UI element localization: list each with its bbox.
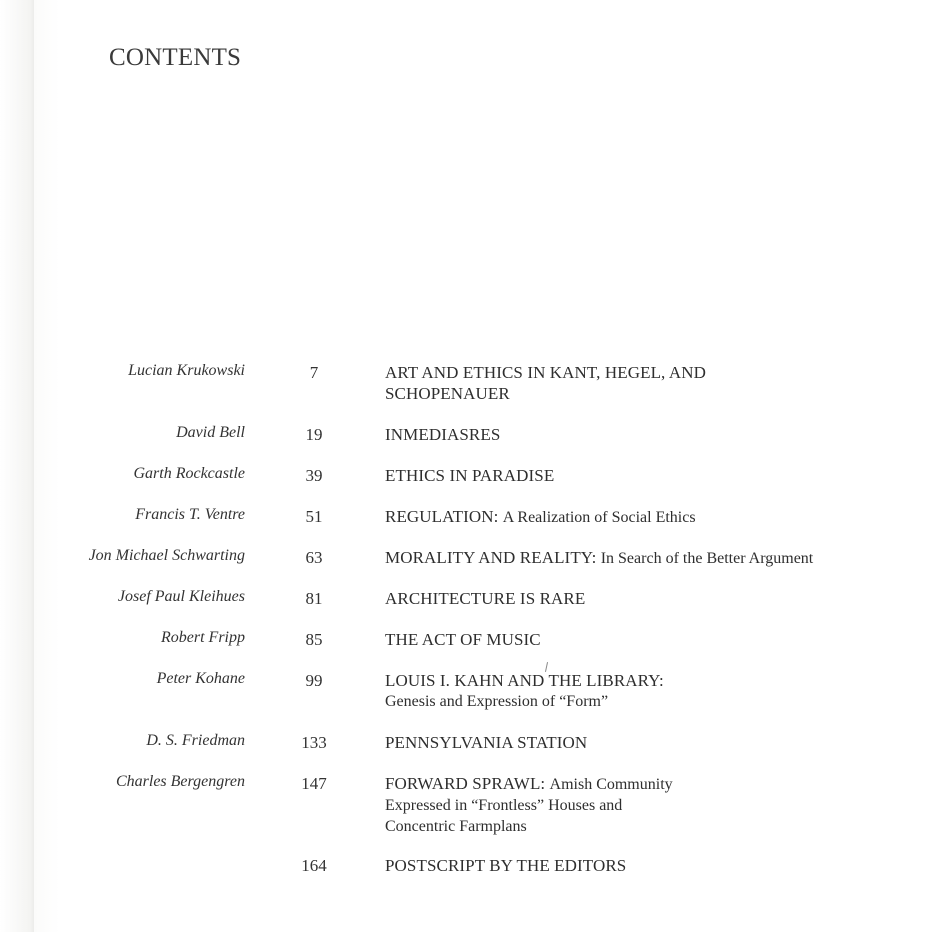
toc-title — [385, 773, 905, 837]
toc-title-line: SCHOPENAUER — [385, 384, 510, 403]
toc-author: Robert Fripp — [161, 629, 245, 646]
toc-page-number: 99 — [305, 671, 323, 690]
toc-title-line: REGULATION: — [385, 507, 499, 526]
toc-title — [385, 670, 905, 712]
toc-title — [385, 362, 905, 404]
toc-title-line: LOUIS I. KAHN AND THE LIBRARY: — [385, 671, 664, 690]
toc-page-number: 39 — [305, 466, 323, 485]
toc-author: D. S. Friedman — [146, 732, 245, 749]
toc-page-number: 133 — [301, 733, 327, 752]
toc-author: David Bell — [176, 424, 245, 441]
toc-author: Peter Kohane — [156, 670, 245, 687]
toc-title — [385, 506, 905, 528]
toc-author: Francis T. Ventre — [135, 506, 245, 523]
toc-subtitle: Expressed in “Frontless” Houses and — [385, 797, 623, 814]
toc-page-number: 19 — [305, 425, 323, 444]
toc-title-line: INMEDIASRES — [385, 425, 501, 444]
toc-title — [385, 629, 905, 650]
toc-title — [385, 732, 905, 753]
toc-page-number: 81 — [305, 589, 323, 608]
toc-author: Lucian Krukowski — [128, 362, 245, 379]
toc-subtitle: Amish Community — [549, 776, 673, 793]
toc-title — [385, 588, 905, 609]
toc-title-line: ARCHITECTURE IS RARE — [385, 589, 586, 608]
toc-title-line: THE ACT OF MUSIC — [385, 630, 541, 649]
toc-author: Jon Michael Schwarting — [88, 547, 245, 564]
toc-author: Charles Bergengren — [115, 773, 245, 790]
toc-subtitle: Concentric Farmplans — [385, 818, 527, 835]
toc-title-line: MORALITY AND REALITY: — [385, 548, 597, 567]
toc-title — [385, 424, 905, 445]
toc-title-line: POSTSCRIPT BY THE EDITORS — [385, 856, 627, 875]
toc-title-line: ETHICS IN PARADISE — [385, 466, 555, 485]
toc-title — [385, 465, 905, 486]
toc-title-line: ART AND ETHICS IN KANT, HEGEL, AND — [385, 363, 706, 382]
toc-page-number: 164 — [301, 856, 327, 875]
toc-title — [385, 547, 905, 569]
toc-page-number: 63 — [305, 548, 323, 567]
toc-subtitle: Genesis and Expression of “Form” — [385, 693, 609, 710]
toc-author: Garth Rockcastle — [133, 465, 245, 482]
toc-subtitle: A Realization of Social Ethics — [502, 509, 696, 526]
toc-author: Josef Paul Kleihues — [117, 588, 245, 605]
toc-title-line: FORWARD SPRAWL: — [385, 774, 546, 793]
toc-subtitle: In Search of the Better Argument — [600, 550, 814, 567]
toc-title-line: PENNSYLVANIA STATION — [385, 733, 588, 752]
toc-page-number: 147 — [301, 774, 327, 793]
toc-title — [385, 855, 905, 876]
page-title: CONTENTS — [109, 44, 242, 71]
toc-page-number: 85 — [305, 630, 323, 649]
toc-page-number: 51 — [305, 507, 323, 526]
page-edge-shadow — [0, 0, 34, 932]
toc-page-number: 7 — [309, 363, 319, 382]
